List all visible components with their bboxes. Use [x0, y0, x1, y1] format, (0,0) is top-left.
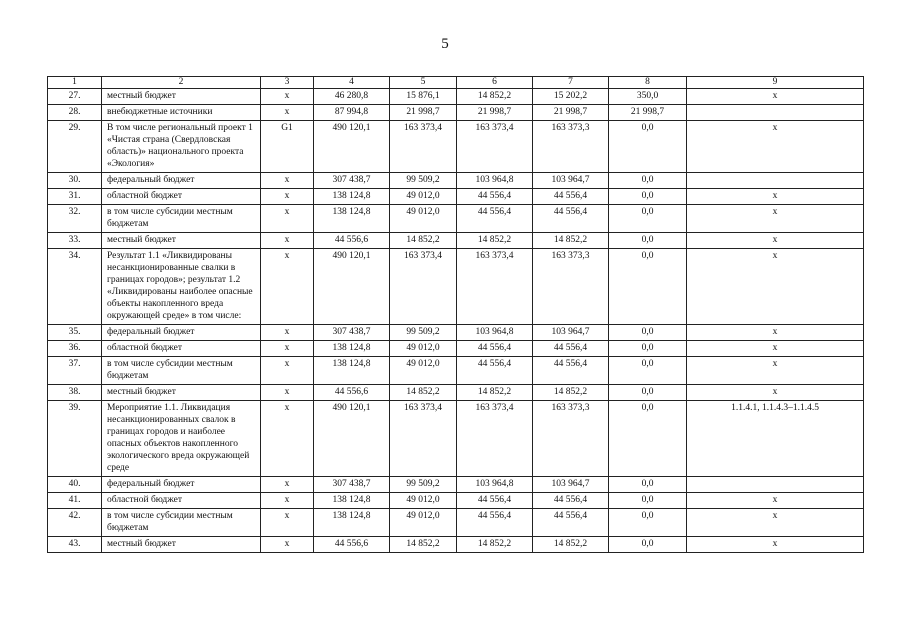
item-name-cell: федеральный бюджет [102, 325, 261, 341]
header-cell: 6 [457, 77, 533, 89]
item-name-cell: в том числе субсидии местным бюджетам [102, 205, 261, 233]
item-name-cell: Результат 1.1 «Ликвидированы несанкционированные свалки в границах городов»; результат 1.2 «Ликвидированы наиболее опасные объекты накопленного вреда окружающей среде» в том числе: [102, 249, 261, 325]
year-2-cell: 21 998,7 [457, 105, 533, 121]
code-cell: х [261, 105, 314, 121]
year-3-cell: 21 998,7 [533, 105, 609, 121]
target-indicators-cell: х [687, 189, 864, 205]
year-4-cell: 0,0 [609, 233, 687, 249]
code-cell: х [261, 189, 314, 205]
year-2-cell: 14 852,2 [457, 89, 533, 105]
table-row [48, 385, 864, 401]
target-indicators-cell: х [687, 537, 864, 553]
year-4-cell: 0,0 [609, 401, 687, 477]
target-indicators-cell: х [687, 121, 864, 173]
header-row [48, 77, 864, 89]
year-2-cell: 103 964,8 [457, 477, 533, 493]
year-1-cell: 14 852,2 [390, 537, 457, 553]
code-cell: х [261, 341, 314, 357]
year-2-cell: 163 373,4 [457, 249, 533, 325]
page-number: 5 [441, 36, 449, 52]
code-cell: х [261, 385, 314, 401]
code-cell: х [261, 173, 314, 189]
year-2-cell: 14 852,2 [457, 537, 533, 553]
year-2-cell: 44 556,4 [457, 493, 533, 509]
year-4-cell: 0,0 [609, 189, 687, 205]
target-indicators-cell: х [687, 325, 864, 341]
year-4-cell: 0,0 [609, 205, 687, 233]
target-indicators-cell: х [687, 341, 864, 357]
item-name-cell: В том числе региональный проект 1 «Чистая страна (Свердловская область)» национального проекта «Экология» [102, 121, 261, 173]
total-cell: 307 438,7 [314, 173, 390, 189]
year-4-cell: 0,0 [609, 173, 687, 189]
year-2-cell: 103 964,8 [457, 325, 533, 341]
year-3-cell: 44 556,4 [533, 493, 609, 509]
year-3-cell: 44 556,4 [533, 341, 609, 357]
table-row [48, 249, 864, 325]
year-3-cell: 163 373,3 [533, 121, 609, 173]
table-row [48, 121, 864, 173]
year-3-cell: 103 964,7 [533, 173, 609, 189]
year-1-cell: 49 012,0 [390, 509, 457, 537]
table-row [48, 105, 864, 121]
header-cell: 3 [261, 77, 314, 89]
row-number-cell: 43. [48, 537, 102, 553]
year-2-cell: 44 556,4 [457, 205, 533, 233]
year-4-cell: 0,0 [609, 357, 687, 385]
year-3-cell: 14 852,2 [533, 537, 609, 553]
year-4-cell: 350,0 [609, 89, 687, 105]
year-4-cell: 0,0 [609, 249, 687, 325]
total-cell: 138 124,8 [314, 357, 390, 385]
year-3-cell: 44 556,4 [533, 357, 609, 385]
code-cell: х [261, 205, 314, 233]
target-indicators-cell: х [687, 385, 864, 401]
year-3-cell: 15 202,2 [533, 89, 609, 105]
code-cell: х [261, 401, 314, 477]
row-number-cell: 28. [48, 105, 102, 121]
total-cell: 307 438,7 [314, 325, 390, 341]
year-3-cell: 44 556,4 [533, 189, 609, 205]
total-cell: 138 124,8 [314, 189, 390, 205]
row-number-cell: 42. [48, 509, 102, 537]
item-name-cell: местный бюджет [102, 233, 261, 249]
table-row [48, 341, 864, 357]
year-4-cell: 0,0 [609, 493, 687, 509]
target-indicators-cell: х [687, 205, 864, 233]
year-1-cell: 99 509,2 [390, 477, 457, 493]
year-2-cell: 14 852,2 [457, 385, 533, 401]
year-1-cell: 15 876,1 [390, 89, 457, 105]
total-cell: 490 120,1 [314, 121, 390, 173]
target-indicators-cell: х [687, 249, 864, 325]
year-2-cell: 44 556,4 [457, 509, 533, 537]
table-row [48, 509, 864, 537]
code-cell: х [261, 537, 314, 553]
year-4-cell: 0,0 [609, 121, 687, 173]
year-3-cell: 103 964,7 [533, 325, 609, 341]
year-2-cell: 14 852,2 [457, 233, 533, 249]
year-4-cell: 0,0 [609, 325, 687, 341]
header-cell: 1 [48, 77, 102, 89]
row-number-cell: 31. [48, 189, 102, 205]
year-3-cell: 163 373,3 [533, 401, 609, 477]
row-number-cell: 39. [48, 401, 102, 477]
year-3-cell: 44 556,4 [533, 509, 609, 537]
year-1-cell: 163 373,4 [390, 401, 457, 477]
year-2-cell: 163 373,4 [457, 401, 533, 477]
row-number-cell: 30. [48, 173, 102, 189]
item-name-cell: внебюджетные источники [102, 105, 261, 121]
table-row [48, 233, 864, 249]
table-row [48, 205, 864, 233]
year-4-cell: 0,0 [609, 477, 687, 493]
year-1-cell: 21 998,7 [390, 105, 457, 121]
year-4-cell: 0,0 [609, 341, 687, 357]
code-cell: х [261, 357, 314, 385]
row-number-cell: 41. [48, 493, 102, 509]
item-name-cell: местный бюджет [102, 385, 261, 401]
budget-table [47, 76, 864, 553]
row-number-cell: 32. [48, 205, 102, 233]
code-cell: х [261, 477, 314, 493]
target-indicators-cell [687, 173, 864, 189]
year-3-cell: 103 964,7 [533, 477, 609, 493]
total-cell: 44 556,6 [314, 385, 390, 401]
item-name-cell: Мероприятие 1.1. Ликвидация несанкционированных свалок в границах городов и наиболее опасных объектов накопленного экологического вреда окружающей среде [102, 401, 261, 477]
target-indicators-cell: х [687, 509, 864, 537]
row-number-cell: 33. [48, 233, 102, 249]
year-1-cell: 14 852,2 [390, 233, 457, 249]
year-4-cell: 0,0 [609, 509, 687, 537]
target-indicators-cell [687, 105, 864, 121]
total-cell: 138 124,8 [314, 341, 390, 357]
code-cell: х [261, 493, 314, 509]
year-1-cell: 163 373,4 [390, 249, 457, 325]
table-row [48, 477, 864, 493]
year-1-cell: 14 852,2 [390, 385, 457, 401]
header-cell: 5 [390, 77, 457, 89]
year-1-cell: 99 509,2 [390, 325, 457, 341]
total-cell: 44 556,6 [314, 537, 390, 553]
year-3-cell: 163 373,3 [533, 249, 609, 325]
year-2-cell: 163 373,4 [457, 121, 533, 173]
table-row [48, 537, 864, 553]
table-body [48, 77, 864, 553]
year-1-cell: 49 012,0 [390, 341, 457, 357]
year-1-cell: 49 012,0 [390, 189, 457, 205]
target-indicators-cell: х [687, 357, 864, 385]
item-name-cell: местный бюджет [102, 89, 261, 105]
table-row [48, 401, 864, 477]
item-name-cell: федеральный бюджет [102, 477, 261, 493]
header-cell: 7 [533, 77, 609, 89]
code-cell: х [261, 89, 314, 105]
header-cell: 4 [314, 77, 390, 89]
total-cell: 46 280,8 [314, 89, 390, 105]
item-name-cell: в том числе субсидии местным бюджетам [102, 509, 261, 537]
total-cell: 138 124,8 [314, 509, 390, 537]
total-cell: 138 124,8 [314, 205, 390, 233]
row-number-cell: 35. [48, 325, 102, 341]
year-1-cell: 49 012,0 [390, 357, 457, 385]
target-indicators-cell: х [687, 493, 864, 509]
total-cell: 307 438,7 [314, 477, 390, 493]
item-name-cell: областной бюджет [102, 493, 261, 509]
table-row [48, 189, 864, 205]
total-cell: 490 120,1 [314, 249, 390, 325]
year-2-cell: 44 556,4 [457, 189, 533, 205]
row-number-cell: 38. [48, 385, 102, 401]
item-name-cell: местный бюджет [102, 537, 261, 553]
item-name-cell: федеральный бюджет [102, 173, 261, 189]
row-number-cell: 34. [48, 249, 102, 325]
year-2-cell: 103 964,8 [457, 173, 533, 189]
item-name-cell: областной бюджет [102, 189, 261, 205]
total-cell: 490 120,1 [314, 401, 390, 477]
row-number-cell: 40. [48, 477, 102, 493]
table-row [48, 493, 864, 509]
year-1-cell: 49 012,0 [390, 493, 457, 509]
row-number-cell: 37. [48, 357, 102, 385]
year-4-cell: 0,0 [609, 537, 687, 553]
row-number-cell: 27. [48, 89, 102, 105]
year-1-cell: 163 373,4 [390, 121, 457, 173]
year-4-cell: 21 998,7 [609, 105, 687, 121]
year-2-cell: 44 556,4 [457, 357, 533, 385]
year-1-cell: 99 509,2 [390, 173, 457, 189]
row-number-cell: 36. [48, 341, 102, 357]
code-cell: G1 [261, 121, 314, 173]
total-cell: 87 994,8 [314, 105, 390, 121]
code-cell: х [261, 509, 314, 537]
header-cell: 8 [609, 77, 687, 89]
year-4-cell: 0,0 [609, 385, 687, 401]
year-3-cell: 14 852,2 [533, 385, 609, 401]
table-row [48, 325, 864, 341]
table-row [48, 173, 864, 189]
row-number-cell: 29. [48, 121, 102, 173]
year-3-cell: 14 852,2 [533, 233, 609, 249]
item-name-cell: областной бюджет [102, 341, 261, 357]
total-cell: 44 556,6 [314, 233, 390, 249]
year-3-cell: 44 556,4 [533, 205, 609, 233]
code-cell: х [261, 233, 314, 249]
item-name-cell: в том числе субсидии местным бюджетам [102, 357, 261, 385]
total-cell: 138 124,8 [314, 493, 390, 509]
code-cell: х [261, 249, 314, 325]
code-cell: х [261, 325, 314, 341]
header-cell: 2 [102, 77, 261, 89]
table-row [48, 357, 864, 385]
target-indicators-cell: х [687, 89, 864, 105]
year-1-cell: 49 012,0 [390, 205, 457, 233]
header-cell: 9 [687, 77, 864, 89]
target-indicators-cell: 1.1.4.1, 1.1.4.3–1.1.4.5 [687, 401, 864, 477]
year-2-cell: 44 556,4 [457, 341, 533, 357]
target-indicators-cell: х [687, 233, 864, 249]
target-indicators-cell [687, 477, 864, 493]
table-row [48, 89, 864, 105]
